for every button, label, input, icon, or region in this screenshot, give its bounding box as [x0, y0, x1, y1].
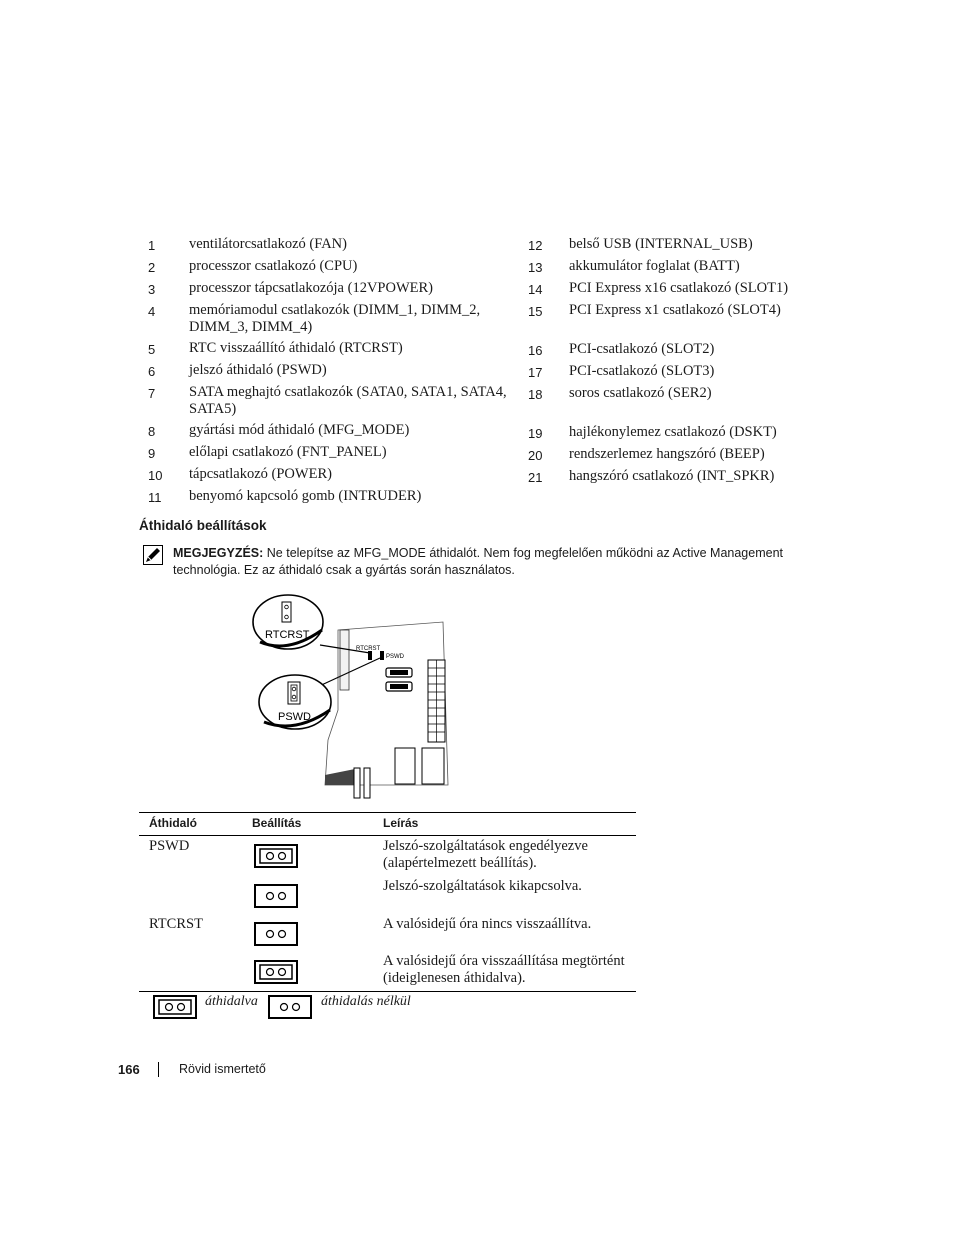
legend-label: jelszó áthidaló (PSWD) [189, 362, 327, 378]
legend-label: tápcsatlakozó (POWER) [189, 466, 332, 482]
legend-label: PCI-csatlakozó (SLOT3) [569, 363, 715, 379]
legend-label: RTC visszaállító áthidaló (RTCRST) [189, 340, 403, 356]
legend-item [148, 444, 518, 462]
legend-number: 14 [528, 282, 543, 297]
legend-number: 10 [148, 468, 163, 483]
legend-item [528, 446, 818, 464]
row-description: Jelszó-szolgáltatások engedélyezve (alapértelmezett beállítás). [383, 838, 588, 871]
note-text [173, 545, 783, 579]
legend-item [528, 341, 818, 359]
legend-item [148, 488, 518, 506]
table-header-rule [139, 835, 636, 836]
table-top-rule [139, 812, 636, 813]
legend-item [148, 362, 518, 380]
footer-title: Rövid ismertető [179, 1062, 266, 1076]
legend-number: 9 [148, 446, 156, 461]
legend-item [148, 258, 518, 276]
legend-label: processzor tápcsatlakozója (12VPOWER) [189, 280, 434, 296]
cable-connector [354, 768, 360, 798]
row-description: A valósidejű óra nincs visszaállítva. [383, 916, 592, 932]
unjumpered-symbol [254, 884, 298, 908]
bottom-connector [422, 748, 444, 784]
legend-number: 21 [528, 470, 543, 485]
legend-item [148, 236, 518, 254]
note-pencil-icon [143, 545, 163, 565]
legend-number: 11 [148, 490, 162, 505]
legend-item [148, 280, 518, 298]
jumper-location-diagram [250, 590, 450, 800]
unjumpered-legend-icon [268, 995, 312, 1019]
note-label: MEGJEGYZÉS: [173, 546, 264, 560]
row-jumper-name: PSWD [149, 838, 190, 854]
component-legend-left [148, 236, 518, 510]
table-bottom-rule [139, 991, 636, 992]
legend-item [528, 468, 818, 486]
legend-label: hajlékonylemez csatlakozó (DSKT) [569, 424, 777, 440]
legend-item [528, 280, 818, 298]
sata-connector-inner [390, 684, 408, 689]
legend-label: rendszerlemez hangszóró (BEEP) [569, 446, 765, 462]
component-legend-right [528, 236, 818, 490]
legend-number: 15 [528, 304, 543, 319]
legend-number: 13 [528, 260, 543, 275]
unjumpered-symbol [254, 922, 298, 946]
header-setting: Beállítás [252, 816, 302, 830]
legend-label: soros csatlakozó (SER2) [569, 385, 712, 401]
section-title: Áthidaló beállítások [139, 518, 267, 533]
board-jumper-pswd [380, 651, 384, 660]
jumpered-symbol [254, 844, 298, 868]
jumpered-legend-icon [153, 995, 197, 1019]
note-body: Ne telepítse az MFG_MODE áthidalót. Nem fog megfelelően működni az Active Management technológia. Ez az áthidaló csak a gyártás során használatos. [173, 546, 783, 577]
legend-number: 19 [528, 426, 543, 441]
footnote-unjumpered: áthidalás nélkül [321, 994, 411, 1009]
legend-item [528, 302, 818, 320]
legend-item [528, 236, 818, 254]
legend-label: ventilátorcsatlakozó (FAN) [189, 236, 347, 252]
callout-label-pswd: PSWD [278, 711, 311, 723]
legend-number: 18 [528, 387, 543, 402]
legend-label: hangszóró csatlakozó (INT_SPKR) [569, 468, 775, 484]
legend-number: 7 [148, 386, 156, 401]
legend-number: 4 [148, 304, 156, 319]
board-label-rtcrst: RTCRST [356, 646, 381, 652]
legend-label: PCI Express x1 csatlakozó (SLOT4) [569, 302, 781, 318]
legend-label: belső USB (INTERNAL_USB) [569, 236, 753, 252]
legend-item [148, 422, 518, 440]
footer-separator [158, 1062, 159, 1077]
row-description: Jelszó-szolgáltatások kikapcsolva. [383, 878, 582, 894]
callout-label-rtcrst: RTCRST [265, 629, 310, 641]
legend-number: 1 [148, 238, 156, 253]
board-label-pswd: PSWD [386, 654, 404, 660]
legend-label: memóriamodul csatlakozók (DIMM_1, DIMM_2, DIMM_3, DIMM_4) [189, 302, 481, 335]
legend-label: gyártási mód áthidaló (MFG_MODE) [189, 422, 410, 438]
legend-item [148, 384, 518, 418]
legend-item [528, 363, 818, 381]
legend-number: 5 [148, 342, 156, 357]
legend-label: PCI-csatlakozó (SLOT2) [569, 341, 715, 357]
legend-item [528, 385, 818, 403]
legend-number: 2 [148, 260, 156, 275]
legend-number: 16 [528, 343, 543, 358]
cable-connector [364, 768, 370, 798]
row-jumper-name: RTCRST [149, 916, 203, 932]
legend-number: 8 [148, 424, 156, 439]
legend-item [148, 340, 518, 358]
legend-item [148, 466, 518, 484]
page-number: 166 [118, 1062, 140, 1077]
legend-label: processzor csatlakozó (CPU) [189, 258, 358, 274]
legend-number: 6 [148, 364, 156, 379]
legend-item [148, 302, 518, 336]
board-slot [340, 630, 349, 690]
legend-label: előlapi csatlakozó (FNT_PANEL) [189, 444, 387, 460]
legend-number: 12 [528, 238, 543, 253]
legend-number: 17 [528, 365, 543, 380]
legend-number: 20 [528, 448, 543, 463]
header-description: Leírás [383, 816, 419, 830]
legend-number: 3 [148, 282, 156, 297]
sata-connector-inner [390, 670, 408, 675]
legend-label: PCI Express x16 csatlakozó (SLOT1) [569, 280, 789, 296]
jumpered-symbol [254, 960, 298, 984]
legend-label: akkumulátor foglalat (BATT) [569, 258, 740, 274]
legend-label: benyomó kapcsoló gomb (INTRUDER) [189, 488, 422, 504]
bottom-connector [395, 748, 415, 784]
row-description: A valósidejű óra visszaállítása megtörtént (ideiglenesen áthidalva). [383, 953, 625, 986]
footnote-jumpered: áthidalva [205, 994, 258, 1009]
header-jumper: Áthidaló [149, 816, 197, 830]
legend-item [528, 258, 818, 276]
legend-item [528, 424, 818, 442]
legend-label: SATA meghajtó csatlakozók (SATA0, SATA1, SATA4, SATA5) [189, 384, 507, 417]
